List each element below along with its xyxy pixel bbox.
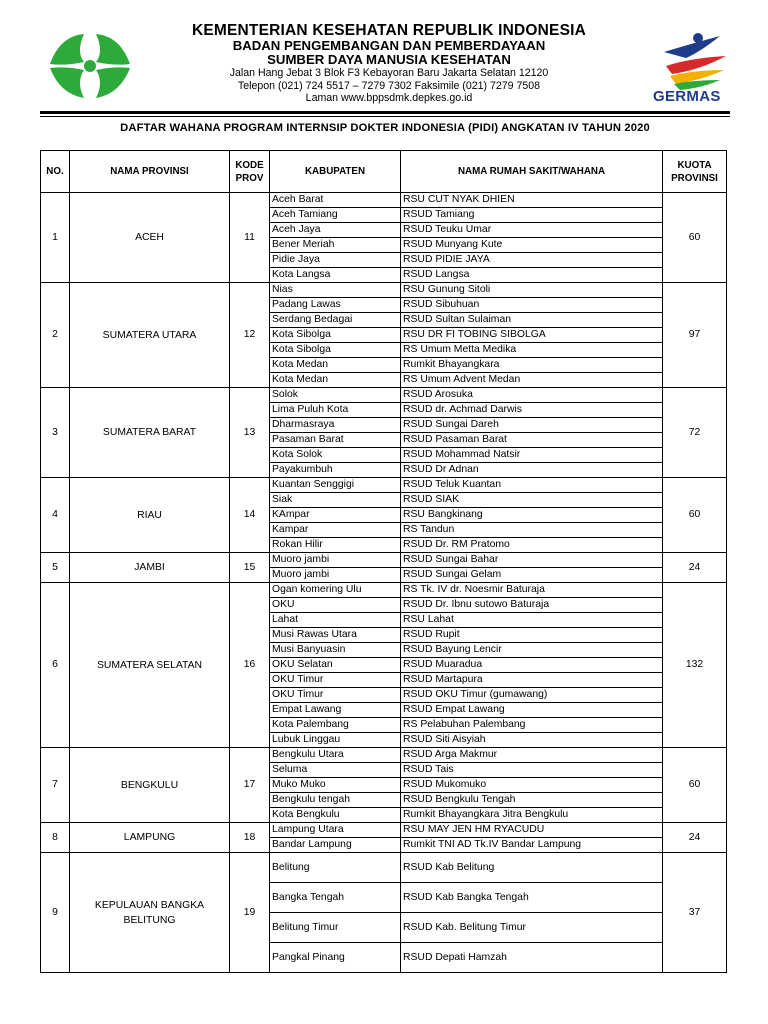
letterhead-rule-thick	[40, 111, 730, 114]
kabupaten-cell: Kota Medan	[270, 358, 401, 373]
header-provinsi: NAMA PROVINSI	[70, 151, 230, 193]
province-name: ACEH	[70, 193, 230, 283]
header-kuota: KUOTA PROVINSI	[663, 151, 727, 193]
hospital-cell: RSUD Muaradua	[401, 658, 663, 673]
province-quota: 60	[663, 193, 727, 283]
kabupaten-cell: Muoro jambi	[270, 568, 401, 583]
kabupaten-cell: Lampung Utara	[270, 823, 401, 838]
hospital-cell: RSUD Bengkulu Tengah	[401, 793, 663, 808]
province-name: SUMATERA UTARA	[70, 283, 230, 388]
province-number: 1	[41, 193, 70, 283]
kabupaten-cell: Bandar Lampung	[270, 838, 401, 853]
hospital-cell: RSUD Dr. RM Pratomo	[401, 538, 663, 553]
hospital-cell: RSUD Dr. Ibnu sutowo Baturaja	[401, 598, 663, 613]
address: Jalan Hang Jebat 3 Blok F3 Kebayoran Baru Jakarta Selatan 12120	[229, 67, 549, 79]
hospital-cell: RSUD Rupit	[401, 628, 663, 643]
kabupaten-cell: Muko Muko	[270, 778, 401, 793]
kabupaten-cell: Padang Lawas	[270, 298, 401, 313]
hospital-cell: RSUD Teluk Kuantan	[401, 478, 663, 493]
province-name: BENGKULU	[70, 748, 230, 823]
province-number: 8	[41, 823, 70, 853]
province-quota: 37	[663, 853, 727, 973]
table-row	[41, 283, 727, 298]
kabupaten-cell: Kampar	[270, 523, 401, 538]
province-name: JAMBI	[70, 553, 230, 583]
hospital-cell: RSUD Pasaman Barat	[401, 433, 663, 448]
hospital-cell: RSUD Sibuhuan	[401, 298, 663, 313]
hospital-cell: RSUD Tais	[401, 763, 663, 778]
province-code: 17	[230, 748, 270, 823]
kabupaten-cell: Kota Medan	[270, 373, 401, 388]
province-name: LAMPUNG	[70, 823, 230, 853]
hospital-cell: RSUD Martapura	[401, 673, 663, 688]
kabupaten-cell: Empat Lawang	[270, 703, 401, 718]
province-name: RIAU	[70, 478, 230, 553]
province-name: SUMATERA BARAT	[70, 388, 230, 478]
kabupaten-cell: Solok	[270, 388, 401, 403]
hospital-cell: RSUD Sungai Bahar	[401, 553, 663, 568]
kabupaten-cell: Nias	[270, 283, 401, 298]
kabupaten-cell: OKU Selatan	[270, 658, 401, 673]
kabupaten-cell: Pasaman Barat	[270, 433, 401, 448]
table-row	[41, 583, 727, 598]
kabupaten-cell: Serdang Bedagai	[270, 313, 401, 328]
header-kode: KODE PROV	[230, 151, 270, 193]
table-row	[41, 823, 727, 838]
table-body	[41, 193, 727, 973]
kabupaten-cell: OKU Timur	[270, 688, 401, 703]
table-row	[41, 478, 727, 493]
hospital-cell: RS Tk. IV dr. Noesmir Baturaja	[401, 583, 663, 598]
province-code: 16	[230, 583, 270, 748]
province-quota: 60	[663, 748, 727, 823]
hospital-cell: RSUD Siti Aisyiah	[401, 733, 663, 748]
hospital-cell: RSUD Dr Adnan	[401, 463, 663, 478]
agency-line-1: BADAN PENGEMBANGAN DAN PEMBERDAYAAN	[232, 38, 546, 53]
hospital-cell: RSU Lahat	[401, 613, 663, 628]
province-code: 11	[230, 193, 270, 283]
province-code: 15	[230, 553, 270, 583]
kabupaten-cell: Kota Solok	[270, 448, 401, 463]
hospital-cell: RS Umum Advent Medan	[401, 373, 663, 388]
hospital-cell: RS Tandun	[401, 523, 663, 538]
table-row	[41, 553, 727, 568]
document-title: DAFTAR WAHANA PROGRAM INTERNSIP DOKTER INDONESIA (PIDI) ANGKATAN IV TAHUN 2020	[120, 122, 650, 134]
kabupaten-cell: Belitung Timur	[270, 913, 401, 943]
kabupaten-cell: Dharmasraya	[270, 418, 401, 433]
hospital-cell: RSUD Empat Lawang	[401, 703, 663, 718]
province-number: 5	[41, 553, 70, 583]
hospital-cell: RSUD Kab. Belitung Timur	[401, 913, 663, 943]
kabupaten-cell: Muoro jambi	[270, 553, 401, 568]
hospital-cell: RSUD PIDIE JAYA	[401, 253, 663, 268]
wahana-table	[40, 150, 727, 973]
province-code: 18	[230, 823, 270, 853]
header-no: NO.	[41, 151, 70, 193]
kabupaten-cell: Kuantan Senggigi	[270, 478, 401, 493]
header-kabupaten: KABUPATEN	[270, 151, 401, 193]
hospital-cell: RSUD Mukomuko	[401, 778, 663, 793]
table-row	[41, 748, 727, 763]
agency-line-2: SUMBER DAYA MANUSIA KESEHATAN	[267, 52, 511, 67]
province-number: 6	[41, 583, 70, 748]
province-number: 4	[41, 478, 70, 553]
kabupaten-cell: Bener Meriah	[270, 238, 401, 253]
wahana-table-wrap	[40, 150, 727, 973]
hospital-cell: RSUD Sungai Gelam	[401, 568, 663, 583]
province-number: 2	[41, 283, 70, 388]
kabupaten-cell: Kota Palembang	[270, 718, 401, 733]
phone: Telepon (021) 724 5517 – 7279 7302 Faksimile (021) 7279 7508	[237, 79, 541, 92]
hospital-cell: RSUD dr. Achmad Darwis	[401, 403, 663, 418]
germas-label: GERMAS	[653, 88, 721, 105]
kabupaten-cell: Bengkulu Utara	[270, 748, 401, 763]
kabupaten-cell: Lubuk Linggau	[270, 733, 401, 748]
hospital-cell: RSUD Teuku Umar	[401, 223, 663, 238]
hospital-cell: RSUD SIAK	[401, 493, 663, 508]
hospital-cell: RSUD Bayung Lencir	[401, 643, 663, 658]
hospital-cell: RSUD Kab Bangka Tengah	[401, 883, 663, 913]
kabupaten-cell: Pangkal Pinang	[270, 943, 401, 973]
letterhead-text	[150, 22, 628, 105]
province-code: 13	[230, 388, 270, 478]
province-quota: 24	[663, 553, 727, 583]
province-code: 19	[230, 853, 270, 973]
kabupaten-cell: Bengkulu tengah	[270, 793, 401, 808]
header-rumah-sakit: NAMA RUMAH SAKIT/WAHANA	[401, 151, 663, 193]
hospital-cell: RS Umum Metta Medika	[401, 343, 663, 358]
hospital-cell: RSUD OKU Timur (gumawang)	[401, 688, 663, 703]
kabupaten-cell: OKU	[270, 598, 401, 613]
province-quota: 24	[663, 823, 727, 853]
province-quota: 72	[663, 388, 727, 478]
website: Laman www.bppsdmk.depkes.go.id	[305, 92, 473, 104]
hospital-cell: Rumkit Bhayangkara Jitra Bengkulu	[401, 808, 663, 823]
kabupaten-cell: Musi Banyuasin	[270, 643, 401, 658]
hospital-cell: RSUD Sungai Dareh	[401, 418, 663, 433]
kabupaten-cell: Kota Langsa	[270, 268, 401, 283]
kabupaten-cell: Pidie Jaya	[270, 253, 401, 268]
province-quota: 60	[663, 478, 727, 553]
hospital-cell: RSU Gunung Sitoli	[401, 283, 663, 298]
kabupaten-cell: Belitung	[270, 853, 401, 883]
hospital-cell: RSU Bangkinang	[401, 508, 663, 523]
letterhead-rule-thin	[40, 116, 730, 117]
hospital-cell: RSUD Langsa	[401, 268, 663, 283]
kabupaten-cell: Lahat	[270, 613, 401, 628]
kabupaten-cell: Seluma	[270, 763, 401, 778]
province-quota: 132	[663, 583, 727, 748]
kabupaten-cell: Lima Puluh Kota	[270, 403, 401, 418]
kabupaten-cell: Rokan Hilir	[270, 538, 401, 553]
province-quota: 97	[663, 283, 727, 388]
hospital-cell: RSU DR FI TOBING SIBOLGA	[401, 328, 663, 343]
province-code: 12	[230, 283, 270, 388]
kabupaten-cell: OKU Timur	[270, 673, 401, 688]
kabupaten-cell: Siak	[270, 493, 401, 508]
hospital-cell: Rumkit TNI AD Tk.IV Bandar Lampung	[401, 838, 663, 853]
table-header-row	[41, 151, 727, 193]
hospital-cell: RSUD Kab Belitung	[401, 853, 663, 883]
ministry-name: KEMENTERIAN KESEHATAN REPUBLIK INDONESIA	[191, 22, 587, 39]
hospital-cell: Rumkit Bhayangkara	[401, 358, 663, 373]
hospital-cell: RSUD Tamiang	[401, 208, 663, 223]
kabupaten-cell: Bangka Tengah	[270, 883, 401, 913]
hospital-cell: RSU MAY JEN HM RYACUDU	[401, 823, 663, 838]
table-row	[41, 193, 727, 208]
hospital-cell: RSUD Sultan Sulaiman	[401, 313, 663, 328]
kabupaten-cell: Aceh Barat	[270, 193, 401, 208]
table-row	[41, 853, 727, 883]
province-number: 7	[41, 748, 70, 823]
hospital-cell: RSUD Depati Hamzah	[401, 943, 663, 973]
kabupaten-cell: Aceh Tamiang	[270, 208, 401, 223]
kabupaten-cell: Kota Bengkulu	[270, 808, 401, 823]
table-row	[41, 388, 727, 403]
province-name: KEPULAUAN BANGKA BELITUNG	[70, 853, 230, 973]
kabupaten-cell: Aceh Jaya	[270, 223, 401, 238]
province-number: 3	[41, 388, 70, 478]
kabupaten-cell: Ogan komering Ulu	[270, 583, 401, 598]
hospital-cell: RS Pelabuhan Palembang	[401, 718, 663, 733]
kabupaten-cell: Musi Rawas Utara	[270, 628, 401, 643]
kemenkes-logo	[40, 26, 140, 104]
hospital-cell: RSU CUT NYAK DHIEN	[401, 193, 663, 208]
kabupaten-cell: KAmpar	[270, 508, 401, 523]
kabupaten-cell: Kota Sibolga	[270, 328, 401, 343]
hospital-cell: RSUD Mohammad Natsir	[401, 448, 663, 463]
hospital-cell: RSUD Arosuka	[401, 388, 663, 403]
province-code: 14	[230, 478, 270, 553]
kabupaten-cell: Kota Sibolga	[270, 343, 401, 358]
kabupaten-cell: Payakumbuh	[270, 463, 401, 478]
province-name: SUMATERA SELATAN	[70, 583, 230, 748]
hospital-cell: RSUD Munyang Kute	[401, 238, 663, 253]
hospital-cell: RSUD Arga Makmur	[401, 748, 663, 763]
province-number: 9	[41, 853, 70, 973]
